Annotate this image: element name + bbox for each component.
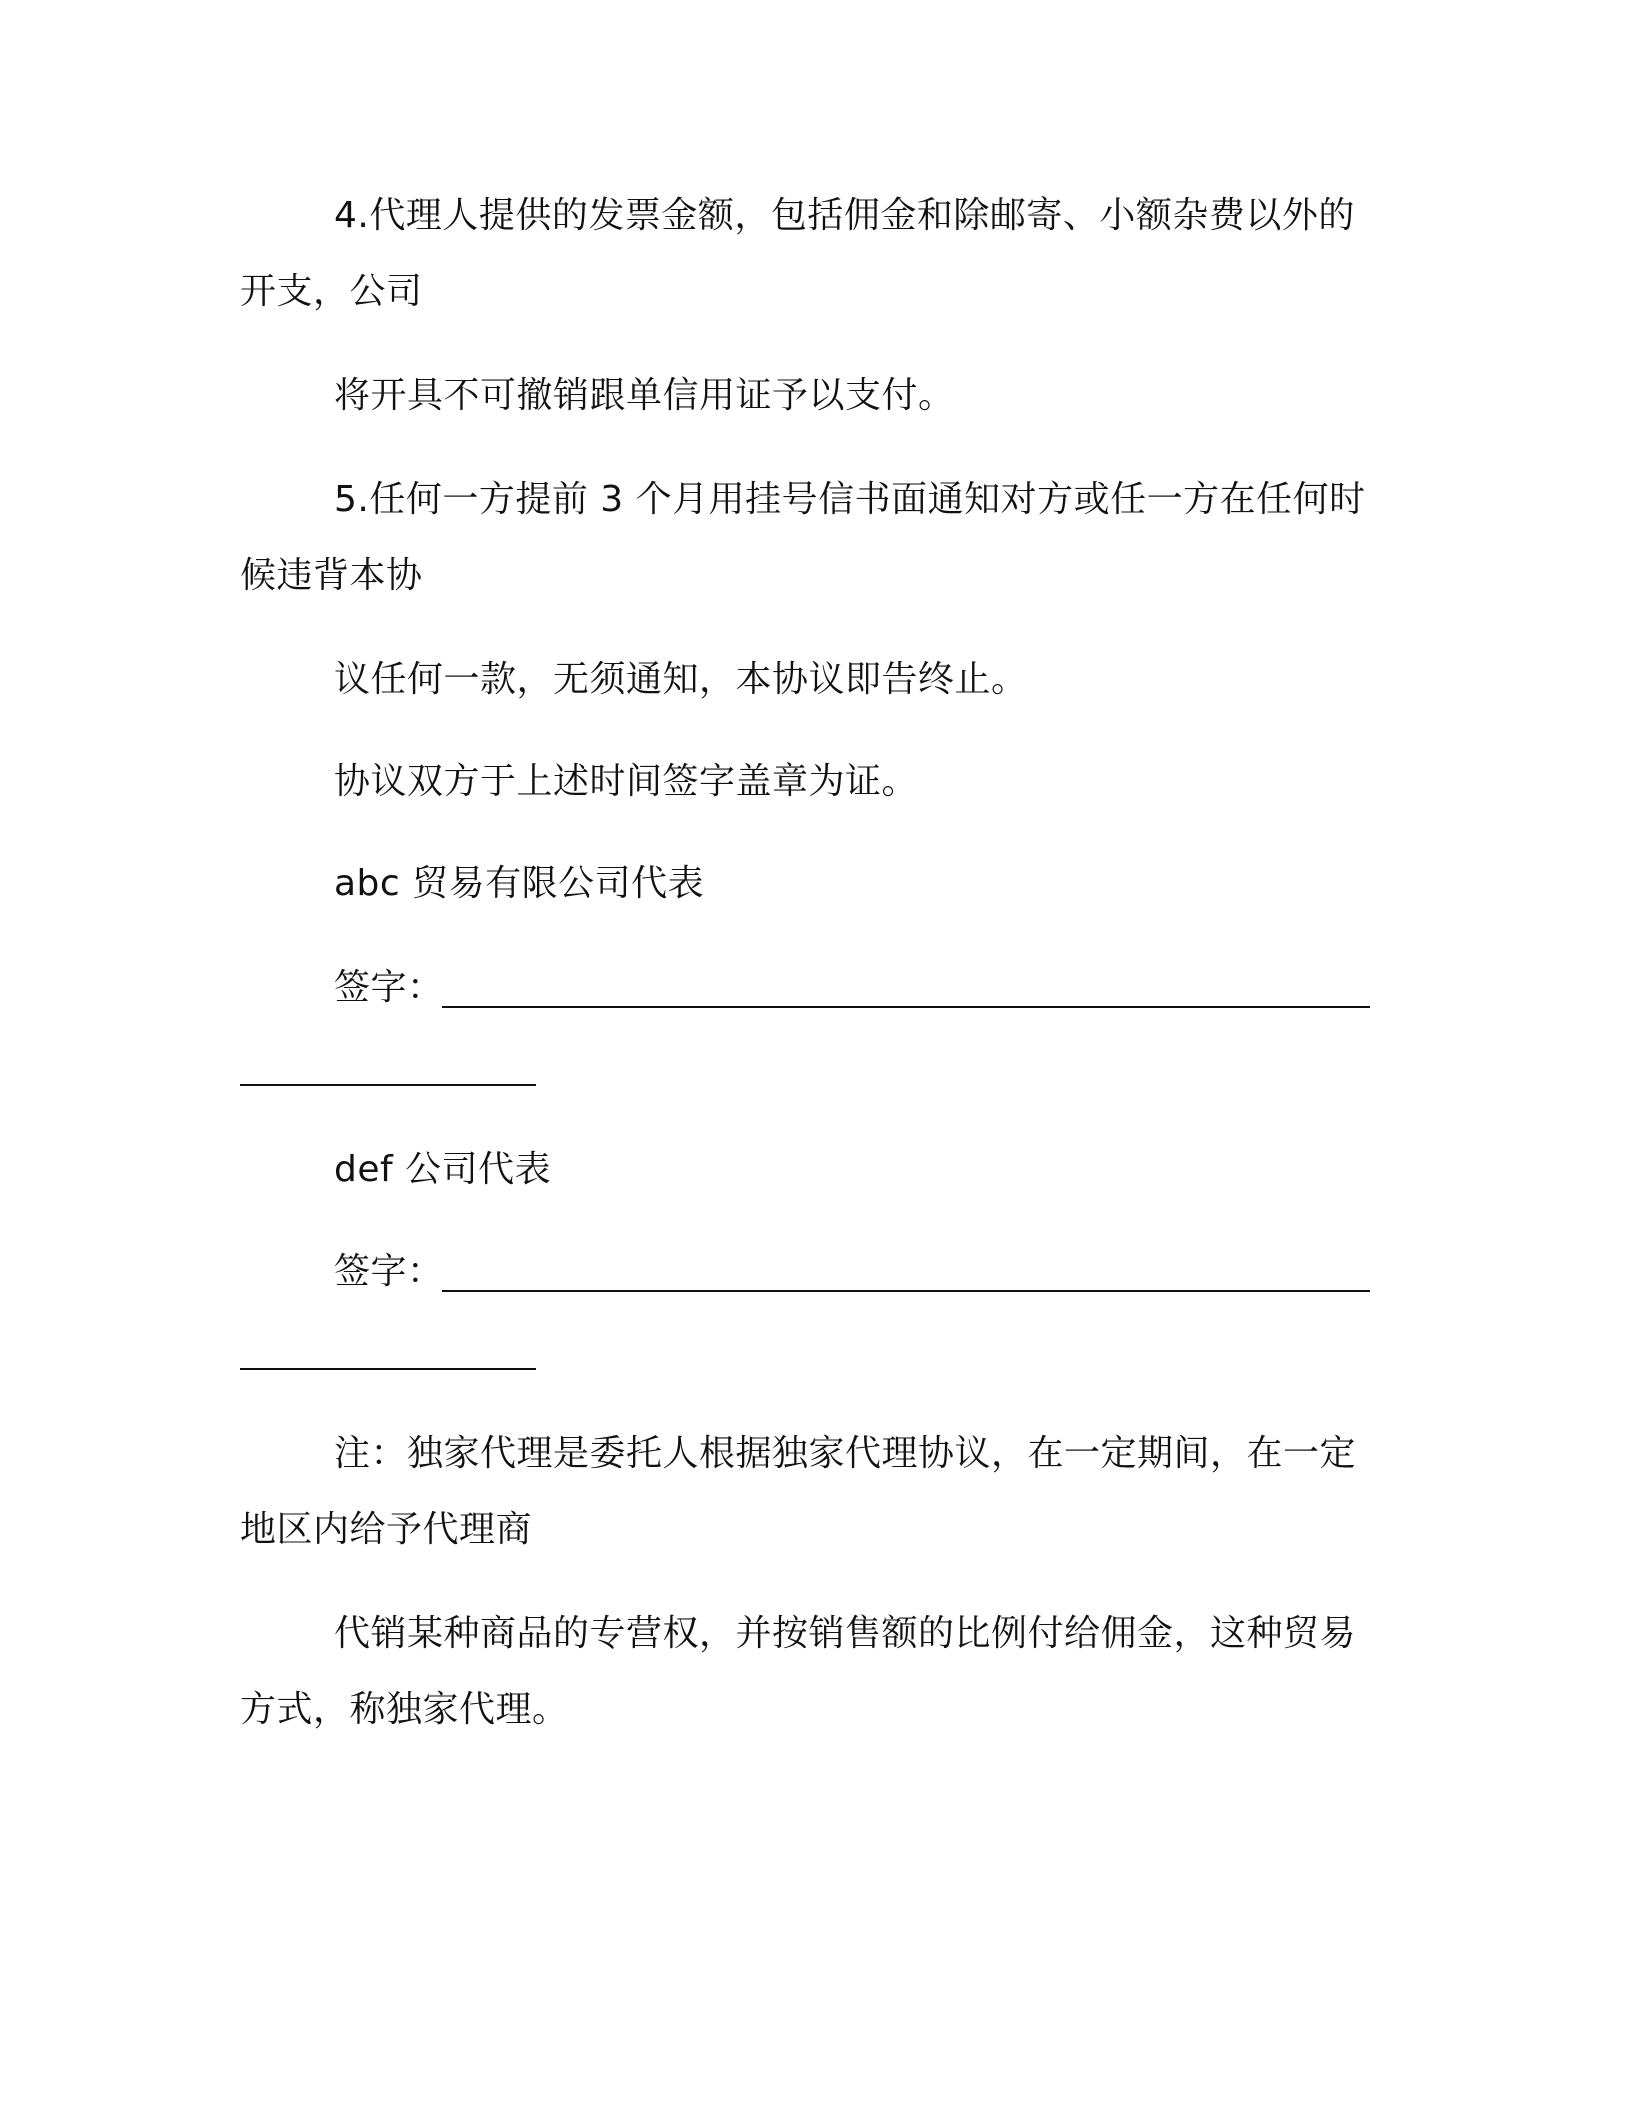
clause-4-line-3: 将开具不可撤销跟单信用证予以支付。	[334, 375, 955, 416]
clause-5-line-2: 候违背本协	[240, 555, 423, 596]
note-line-1: 注：独家代理是委托人根据独家代理协议，在一定期间，在一定	[334, 1433, 1357, 1474]
clause-5-line-3: 议任何一款，无须通知，本协议即告终止。	[334, 659, 1028, 700]
clause-4-line-1: 4.代理人提供的发票金额，包括佣金和除邮寄、小额杂费以外的	[334, 195, 1355, 236]
party-b-signature-line-continued	[240, 1368, 536, 1370]
closing-statement: 协议双方于上述时间签字盖章为证。	[334, 761, 919, 802]
party-b-signature-label: 签字：	[334, 1251, 444, 1292]
party-a-signature-line	[442, 1006, 1370, 1008]
note-line-2: 地区内给予代理商	[240, 1509, 533, 1550]
party-b-signature-line	[442, 1290, 1370, 1292]
clause-5-line-1: 5.任何一方提前 3 个月用挂号信书面通知对方或任一方在任何时	[334, 479, 1366, 520]
party-a-signature-line-continued	[240, 1084, 536, 1086]
note-line-3: 代销某种商品的专营权，并按销售额的比例付给佣金，这种贸易	[334, 1613, 1357, 1654]
clause-4-line-2: 开支，公司	[240, 271, 423, 312]
party-b-name: def 公司代表	[334, 1149, 552, 1190]
party-a-name: abc 贸易有限公司代表	[334, 863, 705, 904]
party-a-signature-label: 签字：	[334, 967, 444, 1008]
note-line-4: 方式，称独家代理。	[240, 1689, 569, 1730]
